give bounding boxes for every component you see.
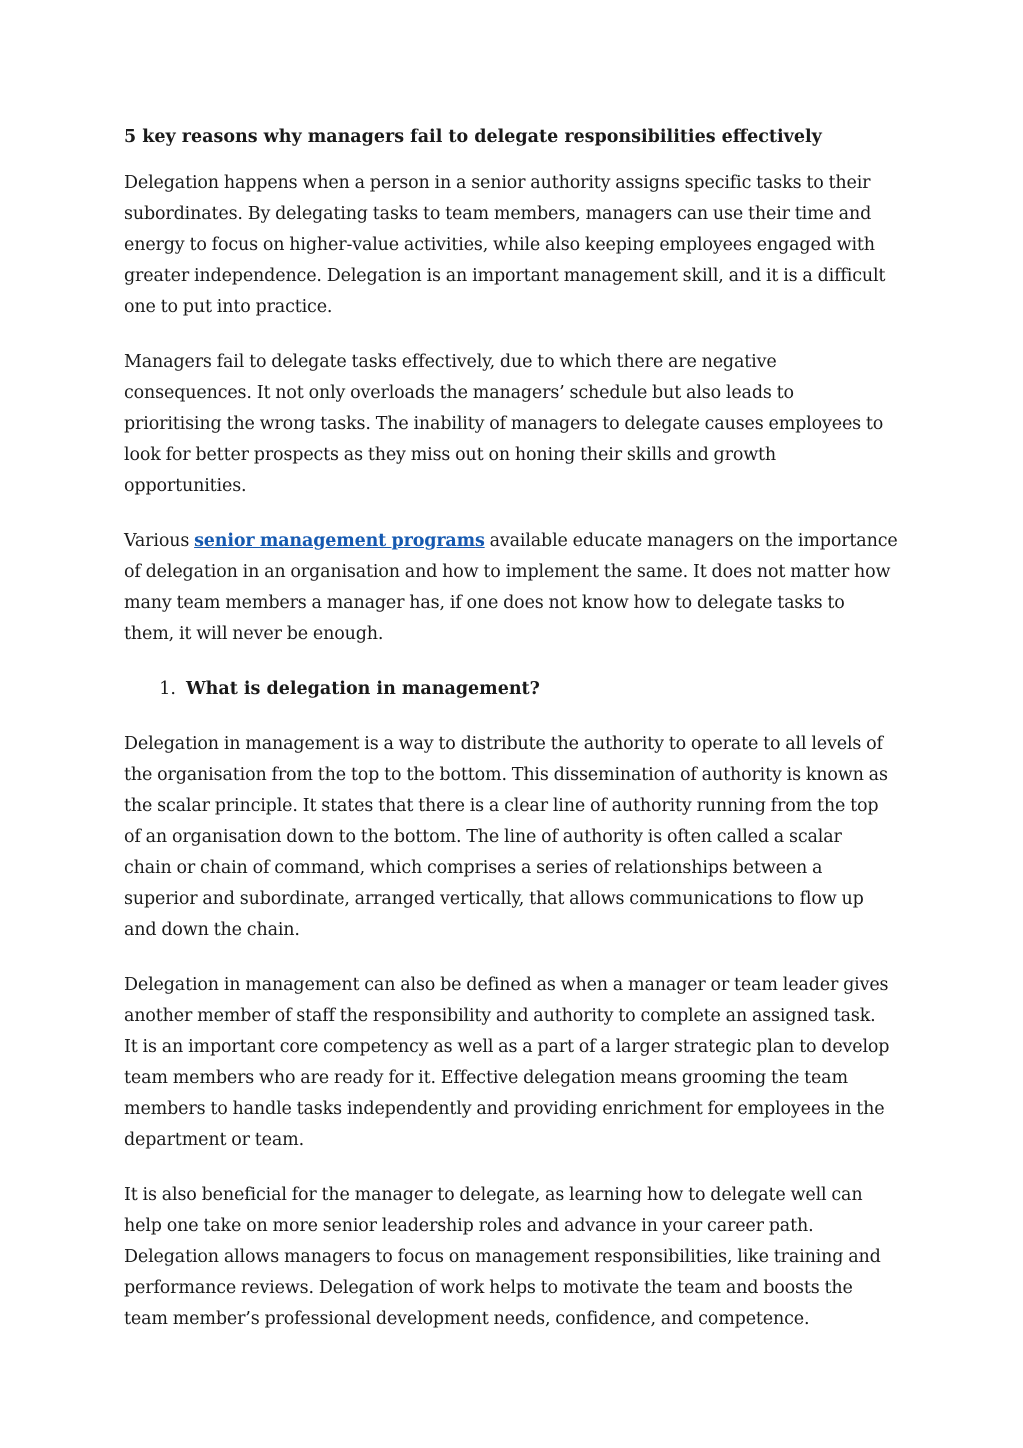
text-line: Delegation in management can also be defined as when a manager or team leader gives <box>124 975 889 995</box>
text-line <box>124 526 909 557</box>
paragraph-manager-benefits <box>124 1180 909 1335</box>
document-page <box>124 122 909 1359</box>
text-line: team members who are ready for it. Effective delegation means grooming the team <box>124 1068 848 1088</box>
text-line: of an organisation down to the bottom. The line of authority is often called a scalar <box>124 827 842 847</box>
text-line: many team members a manager has, if one does not know how to delegate tasks to <box>124 593 845 613</box>
paragraph-delegation-intro <box>124 168 909 323</box>
text-line: Delegation allows managers to focus on management responsibilities, like training and <box>124 1247 881 1267</box>
text-line: Delegation in management is a way to distribute the authority to operate to all levels of <box>124 734 883 754</box>
text-line: the scalar principle. It states that there is a clear line of authority running from the top <box>124 796 879 816</box>
text-line: superior and subordinate, arranged vertically, that allows communications to flow up <box>124 889 864 909</box>
text-line: team member’s professional development needs, confidence, and competence. <box>124 1309 810 1329</box>
text-line: consequences. It not only overloads the managers’ schedule but also leads to <box>124 383 794 403</box>
text-line: greater independence. Delegation is an important management skill, and it is a difficult <box>124 266 886 286</box>
numbered-heading <box>124 674 909 705</box>
text-line: of delegation in an organisation and how to implement the same. It does not matter how <box>124 562 891 582</box>
paragraph-scalar-principle <box>124 729 909 946</box>
text-line: members to handle tasks independently and providing enrichment for employees in the <box>124 1099 885 1119</box>
text-line: look for better prospects as they miss out on honing their skills and growth <box>124 445 777 465</box>
text-line: Managers fail to delegate tasks effectively, due to which there are negative <box>124 352 777 372</box>
text-line: It is an important core competency as well as a part of a larger strategic plan to develop <box>124 1037 890 1057</box>
text-segment: available educate managers on the importance <box>484 531 898 551</box>
document-title: 5 key reasons why managers fail to delegate responsibilities effectively <box>124 127 822 147</box>
text-line: performance reviews. Delegation of work helps to motivate the team and boosts the <box>124 1278 853 1298</box>
paragraph-management-programs <box>124 526 909 650</box>
text-line: the organisation from the top to the bottom. This dissemination of authority is known as <box>124 765 888 785</box>
paragraph-delegation-definition <box>124 970 909 1156</box>
senior-management-programs-link[interactable]: senior management programs <box>194 531 485 551</box>
section-heading: What is delegation in management? <box>186 679 540 699</box>
text-line: one to put into practice. <box>124 297 333 317</box>
text-line: energy to focus on higher-value activities, while also keeping employees engaged with <box>124 235 875 255</box>
text-line: another member of staff the responsibility and authority to complete an assigned task. <box>124 1006 876 1026</box>
text-line: them, it will never be enough. <box>124 624 384 644</box>
text-line: opportunities. <box>124 476 247 496</box>
text-line: chain or chain of command, which comprises a series of relationships between a <box>124 858 823 878</box>
text-line: help one take on more senior leadership roles and advance in your career path. <box>124 1216 814 1236</box>
text-line: subordinates. By delegating tasks to team members, managers can use their time and <box>124 204 872 224</box>
list-number: 1. <box>159 679 176 699</box>
text-line: Delegation happens when a person in a senior authority assigns specific tasks to their <box>124 173 871 193</box>
paragraph-fail-to-delegate <box>124 347 909 502</box>
text-line: prioritising the wrong tasks. The inability of managers to delegate causes employees to <box>124 414 884 434</box>
text-line: It is also beneficial for the manager to delegate, as learning how to delegate well can <box>124 1185 863 1205</box>
text-line: and down the chain. <box>124 920 300 940</box>
text-line: department or team. <box>124 1130 305 1150</box>
text-segment: Various <box>124 531 195 551</box>
